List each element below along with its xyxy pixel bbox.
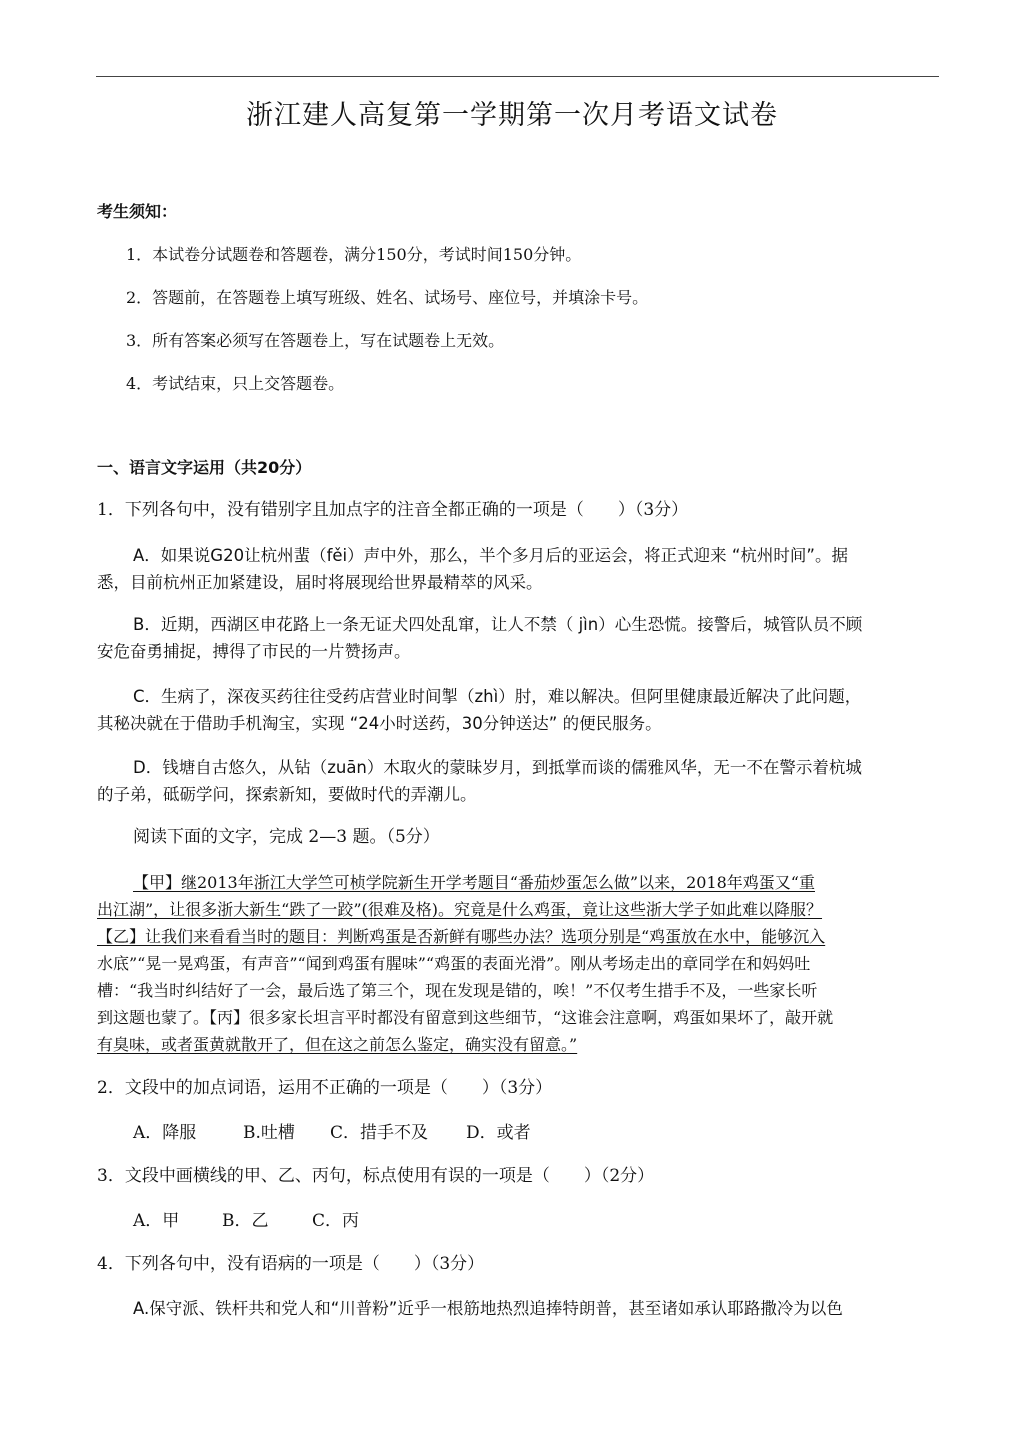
notice-item: 1．本试卷分试题卷和答题卷，满分150分，考试时间150分钟。 bbox=[126, 245, 582, 264]
question-2-stem: 2．文段中的加点词语，运用不正确的一项是（ ）（3分） bbox=[97, 1078, 553, 1098]
page-title: 浙江建人高复第一学期第一次月考语文试卷 bbox=[246, 100, 778, 131]
passage-line: 槽：“我当时纠结好了一会，最后选了第三个，现在发现是错的，唉！”不仅考生措手不及，一些家长听 bbox=[97, 981, 818, 1000]
q1-option-a-line1: A．如果说G20让杭州蜚（fěi）声中外，那么，半个多月后的亚运会，将正式迎来 “杭州时间”。据 bbox=[133, 546, 848, 565]
passage-line: 到这题也蒙了。【丙】很多家长坦言平时都没有留意到这些细节，“这谁会注意啊，鸡蛋如果坏了，敲开就 bbox=[97, 1008, 834, 1027]
q1-option-a-line2: 悉，目前杭州正加紧建设，届时将展现给世界最精萃的风采。 bbox=[97, 573, 543, 592]
q1-option-c-line2: 其秘决就在于借助手机淘宝，实现 “24小时送药，30分钟送达” 的便民服务。 bbox=[97, 714, 662, 733]
reading-intro: 阅读下面的文字，完成 2—3 题。（5分） bbox=[133, 827, 440, 847]
notice-heading: 考生须知： bbox=[97, 202, 178, 221]
q3-option: C．丙 bbox=[312, 1211, 360, 1231]
q1-option-d-line1: D．钱塘自古悠久，从钻（zuān）木取火的蒙昧岁月，到抵掌而谈的儒雅风华，无一不在警示着杭城 bbox=[133, 758, 862, 777]
notice-item: 2．答题前，在答题卷上填写班级、姓名、试场号、座位号，并填涂卡号。 bbox=[126, 288, 649, 307]
section-heading: 一、语言文字运用（共20分） bbox=[97, 458, 312, 477]
question-3-stem: 3．文段中画横线的甲、乙、丙句，标点使用有误的一项是（ ）（2分） bbox=[97, 1166, 655, 1186]
q1-option-c-line1: C．生病了，深夜买药往往受药店营业时间掣（zhì）肘，难以解决。但阿里健康最近解决了此问题， bbox=[133, 687, 862, 706]
header-rule bbox=[96, 76, 939, 77]
passage-line: 【乙】让我们来看看当时的题目：判断鸡蛋是否新鲜有哪些办法？选项分别是“鸡蛋放在水中，能够沉入 bbox=[97, 927, 826, 946]
q2-option: C．措手不及 bbox=[330, 1123, 429, 1143]
q4-option-a: A.保守派、铁杆共和党人和“川普粉”近乎一根筋地热烈追捧特朗普，甚至诸如承认耶路撒冷为以色 bbox=[133, 1299, 843, 1318]
q3-option: A．甲 bbox=[133, 1211, 180, 1231]
q2-option: D．或者 bbox=[466, 1123, 531, 1143]
q3-option: B．乙 bbox=[222, 1211, 269, 1231]
passage-line: 【甲】继2013年浙江大学竺可桢学院新生开学考题目“番茄炒蛋怎么做”以来，2018年鸡蛋又“重 bbox=[133, 873, 815, 892]
q2-option: A．降服 bbox=[133, 1123, 197, 1143]
question-4-stem: 4．下列各句中，没有语病的一项是（ ）（3分） bbox=[97, 1254, 485, 1274]
passage-line: 出江湖”，让很多浙大新生“跌了一跤”(很难及格)。究竟是什么鸡蛋，竟让这些浙大学子如此难以降服？ bbox=[97, 900, 823, 919]
passage-line: 水底”“晃一晃鸡蛋，有声音”“闻到鸡蛋有腥味”“鸡蛋的表面光滑”。刚从考场走出的章同学在和妈妈吐 bbox=[97, 954, 811, 973]
question-1-stem: 1．下列各句中，没有错别字且加点字的注音全都正确的一项是（ ）（3分） bbox=[97, 500, 689, 520]
notice-item: 4．考试结束，只上交答题卷。 bbox=[126, 374, 345, 393]
q1-option-b-line2: 安危奋勇捕捉，搏得了市民的一片赞扬声。 bbox=[97, 642, 411, 661]
q1-option-d-line2: 的子弟，砥砺学问，探索新知，要做时代的弄潮儿。 bbox=[97, 785, 477, 804]
q2-option: B.吐槽 bbox=[243, 1123, 295, 1143]
passage-line: 有臭味，或者蛋黄就散开了，但在这之前怎么鉴定，确实没有留意。” bbox=[97, 1035, 578, 1054]
notice-item: 3．所有答案必须写在答题卷上，写在试题卷上无效。 bbox=[126, 331, 505, 350]
q1-option-b-line1: B．近期，西湖区申花路上一条无证犬四处乱窜，让人不禁（ jìn）心生恐慌。接警后，城管队员不顾 bbox=[133, 615, 863, 634]
